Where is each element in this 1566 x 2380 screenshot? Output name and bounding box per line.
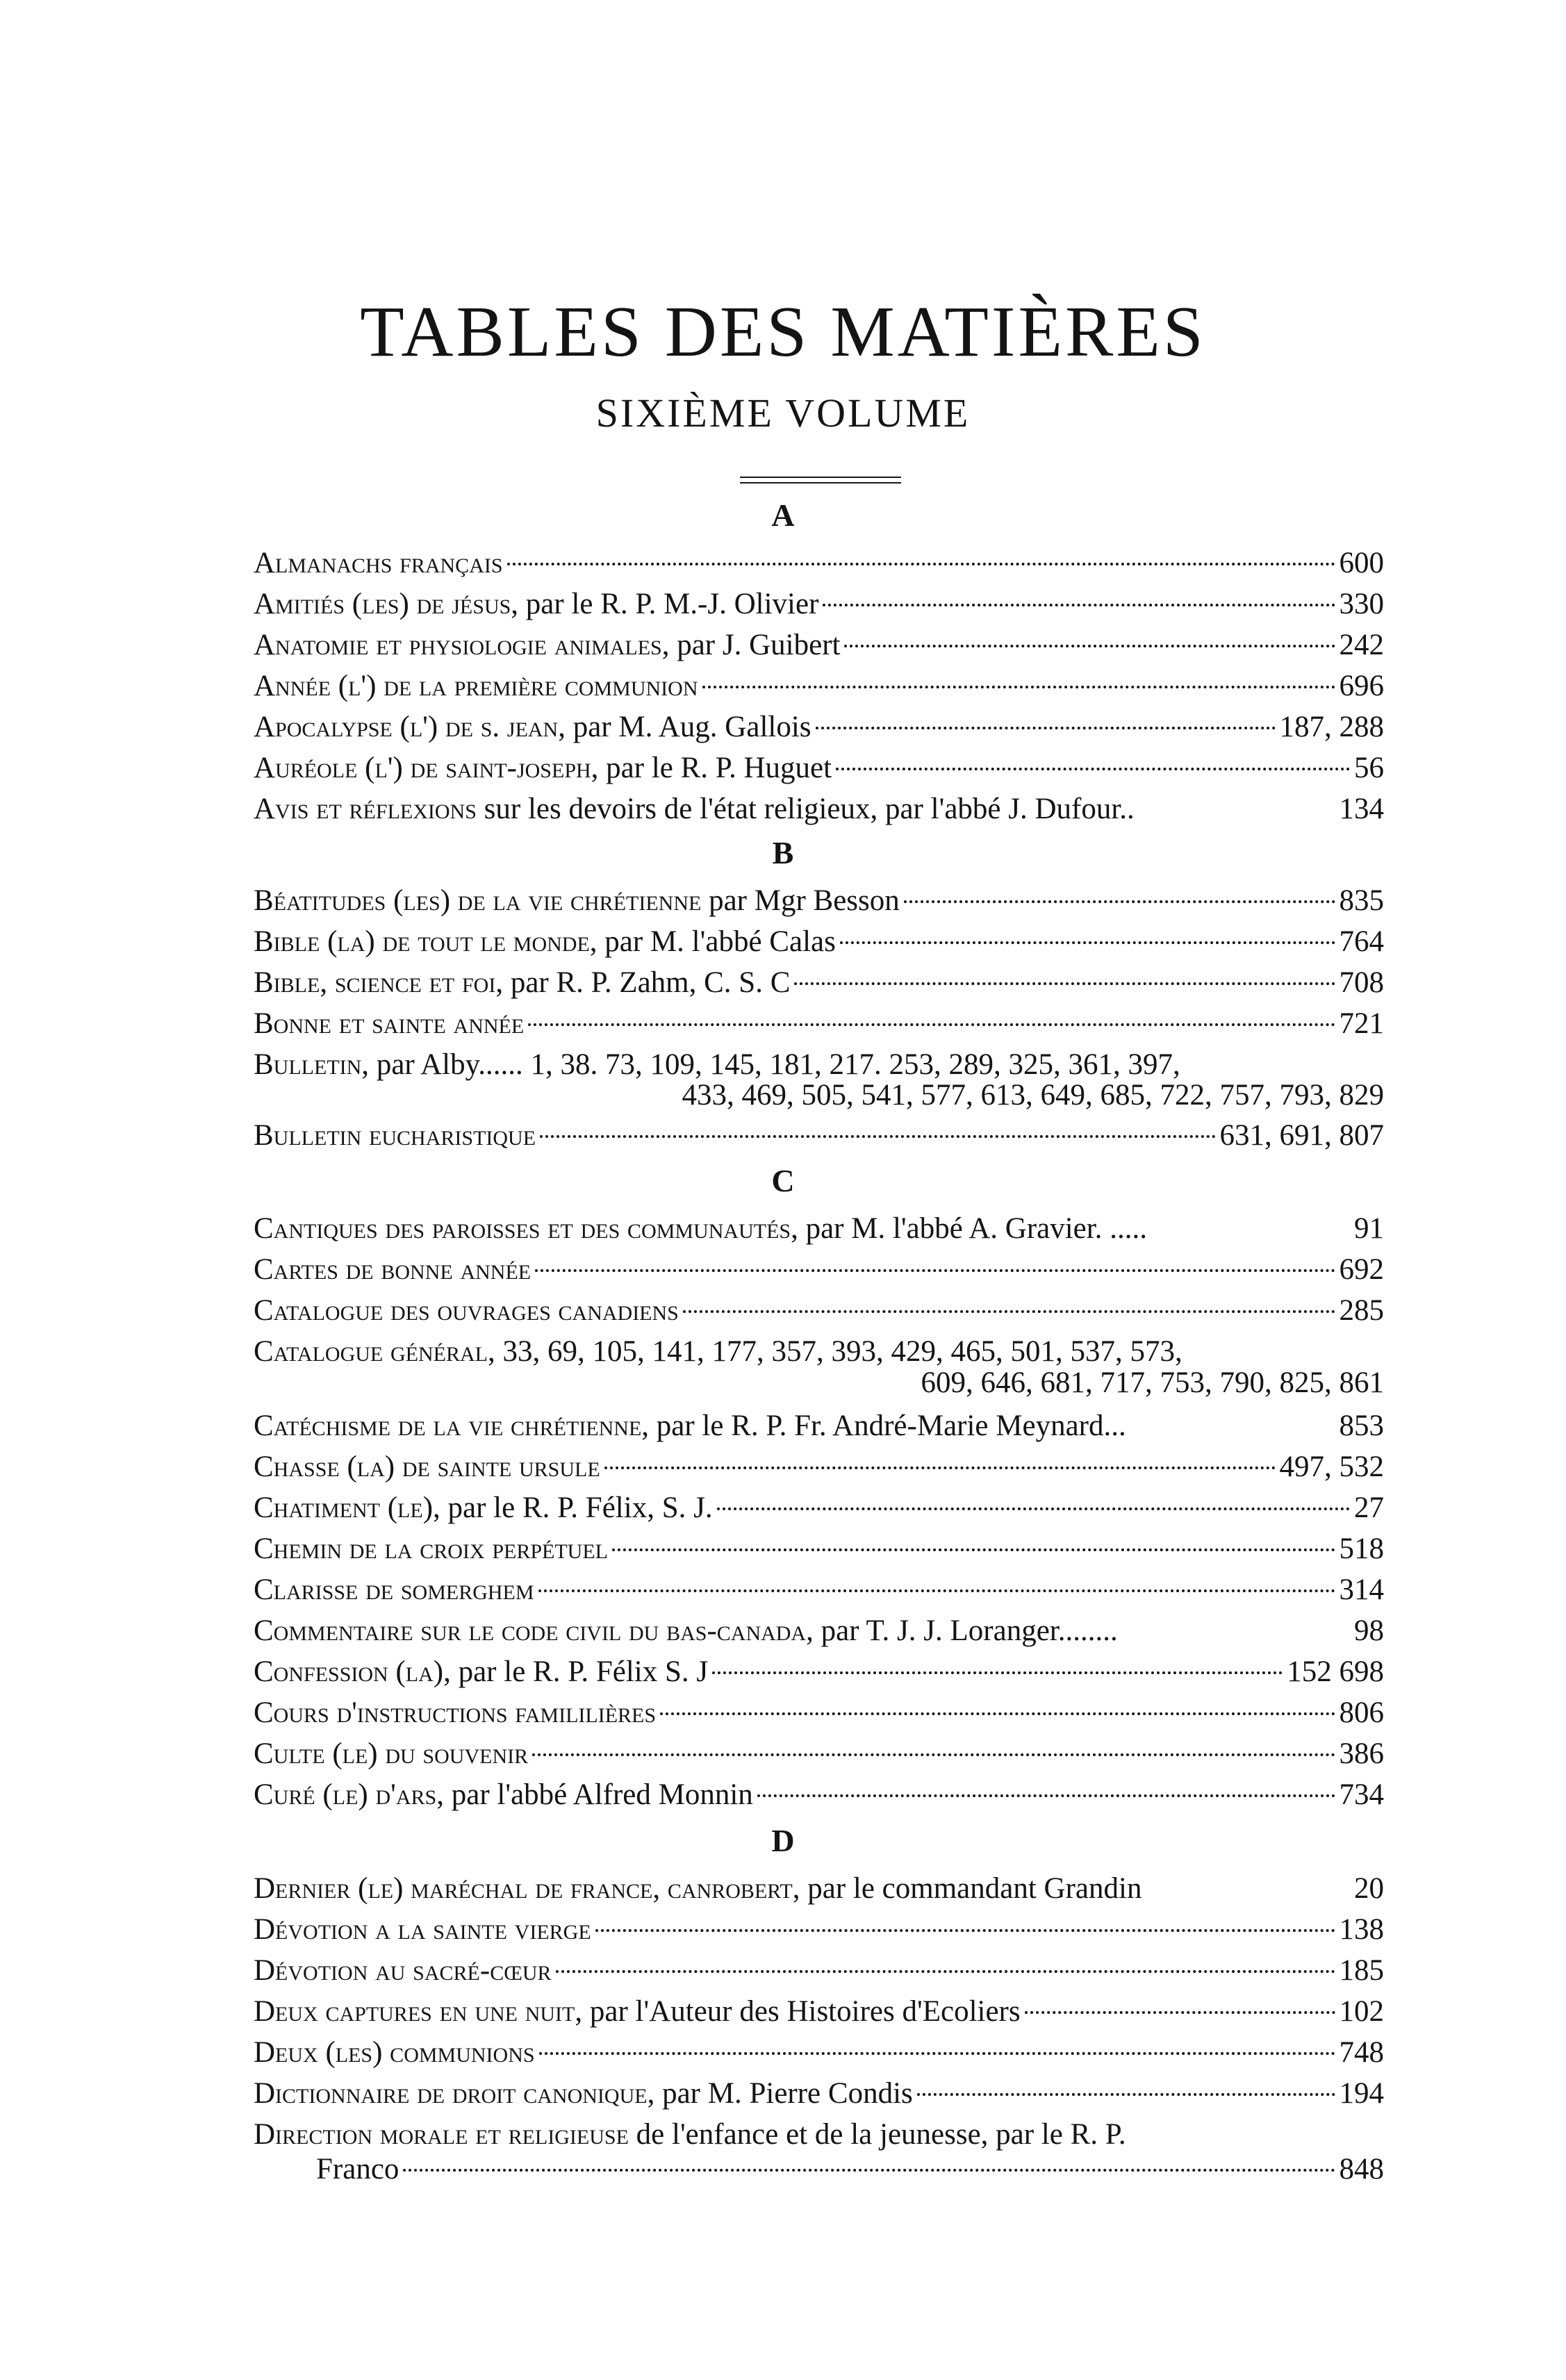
entry-pages: 386 bbox=[1339, 1737, 1384, 1770]
toc-entry bbox=[254, 1949, 1384, 1992]
leader-dots bbox=[712, 1671, 1283, 1674]
entry-text: par M. l'abbé Calas bbox=[597, 925, 836, 958]
leader-dots bbox=[757, 1794, 1335, 1797]
entry-text: par Alby...... 1, 38. 73, 109, 145, 181, 217. 253, 289, 325, 361, 397, bbox=[369, 1048, 1180, 1081]
entry-heading: Béatitudes (les) de la vie chrétienne bbox=[254, 884, 702, 917]
toc-entry bbox=[254, 542, 1384, 585]
leader-dots bbox=[683, 1310, 1335, 1313]
entry-text: par Mgr Besson bbox=[701, 884, 900, 917]
entry-pages: 692 bbox=[1339, 1253, 1384, 1286]
toc-entry bbox=[254, 2031, 1384, 2074]
leader-dots bbox=[794, 982, 1335, 985]
entry-heading: Chasse (la) de sainte ursule bbox=[254, 1451, 600, 1483]
toc-entry bbox=[254, 1002, 1384, 1046]
entry-pages: 696 bbox=[1339, 670, 1384, 702]
entry-heading: Auréole (l') de saint-joseph, bbox=[254, 752, 599, 784]
leader-dots bbox=[660, 1712, 1335, 1715]
toc-entry bbox=[254, 2072, 1384, 2115]
section-letter-d: D bbox=[771, 1823, 795, 1858]
entry-pages: 20 bbox=[1354, 1872, 1384, 1905]
entry-heading: Deux captures en une nuit, bbox=[254, 1995, 583, 2028]
toc-entry bbox=[254, 1207, 1384, 1250]
toc-entry bbox=[254, 583, 1384, 626]
toc-entry bbox=[254, 1610, 1384, 1653]
entry-pages: 185 bbox=[1339, 1954, 1384, 1987]
leader-dots bbox=[528, 1023, 1335, 1026]
entry-text: par M. Pierre Condis bbox=[654, 2077, 913, 2110]
entry-pages: 518 bbox=[1339, 1532, 1384, 1565]
entry-heading: Deux (les) communions bbox=[254, 2036, 535, 2069]
section-letter-b: B bbox=[772, 835, 794, 870]
toc-entry bbox=[254, 665, 1384, 708]
entry-heading: Dévotion au sacré-cœur bbox=[254, 1954, 552, 1987]
leader-dots bbox=[840, 941, 1335, 944]
entry-pages: 134 bbox=[1339, 793, 1384, 825]
entry-heading: Dernier (le) maréchal de france, canrobert, bbox=[254, 1872, 800, 1905]
leader-dots bbox=[538, 1589, 1335, 1592]
entry-heading: Catalogue des ouvrages canadiens bbox=[254, 1294, 679, 1327]
entry-heading: Anatomie et physiologie animales, bbox=[254, 629, 670, 661]
toc-entry bbox=[254, 1289, 1384, 1332]
toc-entry bbox=[254, 1733, 1384, 1776]
toc-entry bbox=[254, 788, 1384, 831]
entry-pages: 330 bbox=[1339, 588, 1384, 620]
entry-pages: 138 bbox=[1339, 1913, 1384, 1946]
section-letter-c: C bbox=[771, 1163, 795, 1198]
entry-text: par J. Guibert bbox=[669, 629, 841, 661]
toc-entry bbox=[254, 1651, 1384, 1694]
entry-pages: 91 bbox=[1354, 1212, 1384, 1245]
entry-pages: 285 bbox=[1339, 1294, 1384, 1327]
entry-text: par l'abbé Alfred Monnin bbox=[444, 1778, 753, 1811]
entry-text: par le R. P. Fr. André-Marie Meynard... bbox=[649, 1410, 1126, 1442]
entry-text: par le commandant Grandin bbox=[800, 1872, 1142, 1905]
entry-text: de l'enfance et de la jeunesse, par le R. P. bbox=[628, 2118, 1126, 2151]
entry-heading: Bulletin eucharistique bbox=[254, 1119, 536, 1152]
entry-heading: Dictionnaire de droit canonique, bbox=[254, 2077, 655, 2110]
toc-entry bbox=[254, 1774, 1384, 1817]
toc-entry bbox=[254, 624, 1384, 667]
entry-pages: 242 bbox=[1339, 629, 1384, 661]
leader-dots bbox=[403, 2169, 1335, 2172]
leader-dots bbox=[702, 686, 1335, 688]
toc-entry bbox=[254, 879, 1384, 923]
entry-pages: 27 bbox=[1354, 1491, 1384, 1524]
entry-pages: 721 bbox=[1339, 1007, 1384, 1040]
entry-pages: 152 698 bbox=[1287, 1655, 1384, 1688]
leader-dots bbox=[612, 1548, 1335, 1551]
entry-text: par T. J. J. Loranger........ bbox=[813, 1614, 1118, 1647]
entry-heading: Curé (le) d'ars, bbox=[254, 1778, 444, 1811]
section-letter-a: A bbox=[771, 497, 795, 533]
entry-pages: 187, 288 bbox=[1279, 711, 1384, 743]
entry-heading: Cartes de bonne année bbox=[254, 1253, 531, 1286]
toc-entry bbox=[254, 1487, 1384, 1530]
entry-heading: Catéchisme de la vie chrétienne, bbox=[254, 1410, 650, 1442]
entry-pages: 806 bbox=[1339, 1696, 1384, 1729]
entry-text: par R. P. Zahm, C. S. C bbox=[503, 966, 791, 999]
leader-dots bbox=[539, 2052, 1335, 2055]
leader-dots bbox=[823, 604, 1335, 606]
page-title: TABLES DES MATIÈRES bbox=[360, 292, 1206, 372]
entry-heading: Apocalypse (l') de s. jean, bbox=[254, 711, 566, 743]
toc-entry bbox=[254, 961, 1384, 1005]
title-rule bbox=[740, 477, 901, 478]
toc-entry bbox=[254, 920, 1384, 964]
leader-dots bbox=[507, 563, 1335, 565]
entry-heading: Commentaire sur le code civil du bas-canada, bbox=[254, 1614, 814, 1647]
entry-text: 33, 69, 105, 141, 177, 357, 393, 429, 465, 501, 537, 573, bbox=[495, 1335, 1182, 1368]
leader-dots bbox=[535, 1269, 1335, 1272]
title-rule bbox=[740, 482, 901, 484]
entry-pages: 848 bbox=[1339, 2153, 1384, 2185]
toc-entry bbox=[254, 1692, 1384, 1735]
entry-continuation: 433, 469, 505, 541, 577, 613, 649, 685, 722, 757, 793, 829 bbox=[682, 1079, 1384, 1112]
leader-dots bbox=[595, 1929, 1335, 1932]
toc-entry bbox=[254, 706, 1384, 749]
entry-pages: 764 bbox=[1339, 925, 1384, 958]
entry-text: Franco bbox=[316, 2153, 399, 2185]
entry-pages: 314 bbox=[1339, 1573, 1384, 1606]
entry-pages: 102 bbox=[1339, 1995, 1384, 2028]
entry-pages: 56 bbox=[1354, 752, 1384, 784]
entry-text: par le R. P. Félix S. J bbox=[450, 1655, 709, 1688]
entry-pages: 734 bbox=[1339, 1778, 1384, 1811]
entry-text: sur les devoirs de l'état religieux, par l'abbé J. Dufour.. bbox=[476, 793, 1135, 825]
toc-entry bbox=[254, 747, 1384, 790]
leader-dots bbox=[904, 900, 1335, 903]
leader-dots bbox=[532, 1753, 1335, 1756]
leader-dots bbox=[844, 645, 1335, 647]
entry-pages: 194 bbox=[1339, 2077, 1384, 2110]
entry-pages: 600 bbox=[1339, 547, 1384, 579]
entry-heading: Bonne et sainte année bbox=[254, 1007, 525, 1040]
entry-pages: 497, 532 bbox=[1279, 1451, 1384, 1483]
entry-heading: Année (l') de la première communion bbox=[254, 670, 698, 702]
entry-pages: 748 bbox=[1339, 2036, 1384, 2069]
toc-entry bbox=[254, 1446, 1384, 1489]
leader-dots bbox=[540, 1135, 1215, 1138]
page-subtitle: SIXIÈME VOLUME bbox=[595, 390, 971, 436]
entry-text: par M. l'abbé A. Gravier. ..... bbox=[798, 1212, 1147, 1245]
entry-heading: Bible (la) de tout le monde, bbox=[254, 925, 597, 958]
entry-text: par M. Aug. Gallois bbox=[565, 711, 811, 743]
entry-pages: 631, 691, 807 bbox=[1219, 1119, 1384, 1152]
toc-entry bbox=[254, 1114, 1384, 1157]
toc-entry bbox=[254, 1248, 1384, 1291]
entry-heading: Clarisse de somerghem bbox=[254, 1573, 534, 1606]
entry-heading: Amitiés (les) de jésus, bbox=[254, 588, 519, 620]
entry-heading: Culte (le) du souvenir bbox=[254, 1737, 529, 1770]
leader-dots bbox=[816, 727, 1276, 729]
entry-text: par le R. P. M.-J. Olivier bbox=[518, 588, 819, 620]
entry-continuation: 609, 646, 681, 717, 753, 790, 825, 861 bbox=[921, 1366, 1384, 1399]
leader-dots bbox=[917, 2093, 1335, 2096]
entry-text: par le R. P. Félix, S. J. bbox=[440, 1491, 713, 1524]
toc-entry bbox=[254, 1867, 1384, 1910]
entry-pages: 853 bbox=[1339, 1410, 1384, 1442]
entry-heading: Cours d'instructions famililières bbox=[254, 1696, 657, 1729]
entry-heading: Dévotion a la sainte vierge bbox=[254, 1913, 591, 1946]
entry-pages: 708 bbox=[1339, 966, 1384, 999]
entry-heading: Chatiment (le), bbox=[254, 1491, 440, 1524]
entry-heading: Cantiques des paroisses et des communautés, bbox=[254, 1212, 798, 1245]
entry-heading: Almanachs français bbox=[254, 547, 503, 579]
entry-text: par l'Auteur des Histoires d'Ecoliers bbox=[582, 1995, 1021, 2028]
leader-dots bbox=[717, 1507, 1350, 1510]
toc-entry bbox=[254, 1990, 1384, 2033]
toc-entry bbox=[254, 1569, 1384, 1612]
entry-heading: Catalogue général, bbox=[254, 1335, 495, 1368]
toc-entry bbox=[254, 1528, 1384, 1571]
entry-pages: 98 bbox=[1354, 1614, 1384, 1647]
leader-dots bbox=[556, 1970, 1335, 1973]
entry-heading: Confession (la), bbox=[254, 1655, 451, 1688]
entry-continuation bbox=[316, 2148, 1384, 2191]
toc-entry bbox=[254, 1405, 1384, 1448]
entry-text: par le R. P. Huguet bbox=[598, 752, 832, 784]
toc-entry bbox=[254, 1908, 1384, 1951]
leader-dots bbox=[836, 768, 1350, 770]
entry-heading: Direction morale et religieuse bbox=[254, 2118, 629, 2151]
entry-heading: Chemin de la croix perpétuel bbox=[254, 1532, 608, 1565]
leader-dots bbox=[1025, 2011, 1335, 2014]
entry-pages: 835 bbox=[1339, 884, 1384, 917]
leader-dots bbox=[604, 1466, 1276, 1469]
entry-heading: Avis et réflexions bbox=[254, 793, 477, 825]
entry-heading: Bible, science et foi, bbox=[254, 966, 504, 999]
entry-heading: Bulletin, bbox=[254, 1048, 370, 1081]
